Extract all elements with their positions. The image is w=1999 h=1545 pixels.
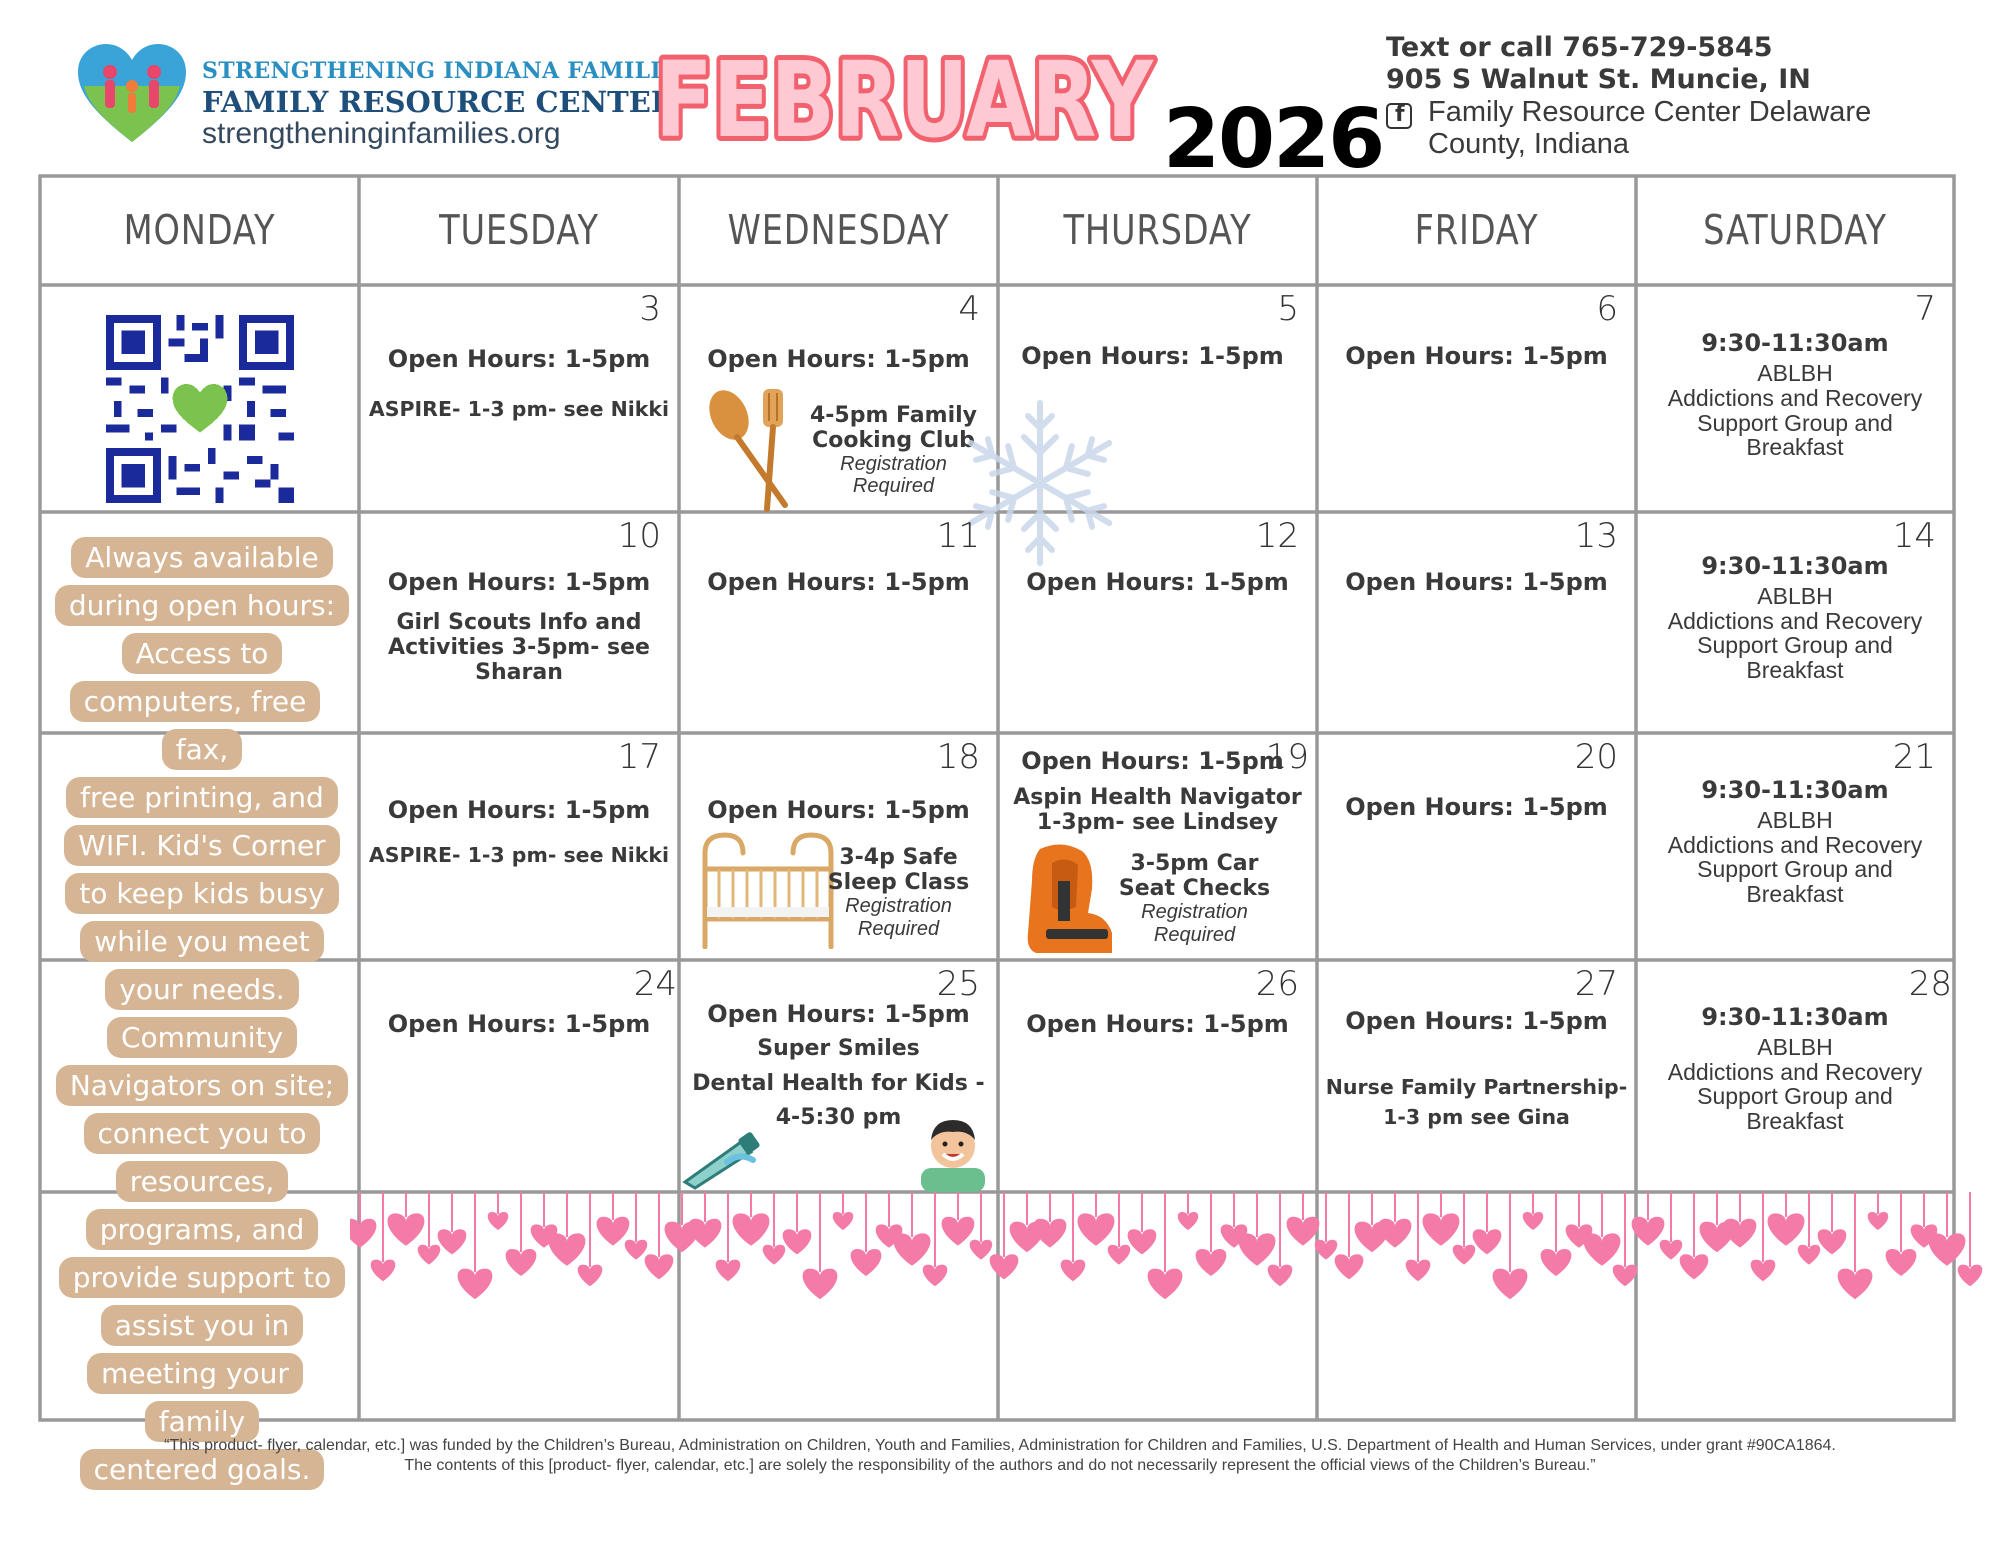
open-hours-label: Open Hours: 1-5pm [1345,1007,1608,1035]
day-cell-10: 10 Open Hours: 1-5pm Girl Scouts Info and Activities 3-5pm- see Sharan [359,512,679,733]
svg-text:FEBRUARY: FEBRUARY [655,39,1155,158]
day-cell-17: 17 Open Hours: 1-5pm ASPIRE- 1-3 pm- see Nikki [359,733,679,960]
day-cell-18: 18 Open Hours: 1-5pm 3-4p Safe Sleep Class Registration Required [679,733,998,960]
day-cell-21: 21 9:30-11:30am ABLBH Addictions and Recovery Support Group and Breakfast [1636,733,1954,960]
open-hours-label: Open Hours: 1-5pm [387,796,651,824]
day-cell-6: 6 Open Hours: 1-5pm [1317,285,1636,512]
open-hours-label: Open Hours: 1-5pm [707,796,970,824]
services-info-box: Always available during open hours: Access to computers, free fax, free printing, and WIFI. Kid's Corner to keep kids busy while you meet your needs. Community Navigators on site; connect you to resources, programs, and provide support to assist you in meeting your family centered goals. [52,534,352,1494]
funding-disclaimer: “This product- flyer, calendar, etc.] was funded by the Children’s Bureau, Administration on Children, Youth and Families, Administration for Children and Families, U.S. Department of Health and Human Services, under grant #90CA1864. The contents of this [product- flyer, calendar, etc.] are solely the responsibility of the authors and do not necessarily represent the official views of the Children’s Bureau.” [164,1437,1836,1474]
day-cell-7: 7 9:30-11:30am ABLBH Addictions and Recovery Support Group and Breakfast [1636,285,1954,512]
open-hours-label: Open Hours: 1-5pm [1345,793,1608,821]
org-name-line2: FAMILY RESOURCE CENTER [202,85,675,119]
event-label: ASPIRE- 1-3 pm- see Nikki [368,843,670,867]
open-hours-label: Open Hours: 1-5pm [1021,747,1284,775]
day-cell-13: 13 Open Hours: 1-5pm [1317,512,1636,733]
year-title: 2026 [1163,92,1384,187]
day-cell-4: 4 Open Hours: 1-5pm 4-5pm Family Cooking Club Registration Required [679,285,998,512]
registration-note: Required [857,918,940,940]
open-hours-label: Open Hours: 1-5pm [707,345,970,373]
day-cell-19: 19 Open Hours: 1-5pm Aspin Health Navigator 1-3pm- see Lindsey 3-5pm Car Seat Checks Registration Required [998,733,1317,960]
day-cell-14: 14 9:30-11:30am ABLBH Addictions and Recovery Support Group and Breakfast [1636,512,1954,733]
day-cell-11: 11 Open Hours: 1-5pm [679,512,998,733]
day-cell-12: 12 Open Hours: 1-5pm [998,512,1317,733]
open-hours-label: Open Hours: 1-5pm [387,1010,651,1038]
open-hours-label: Open Hours: 1-5pm [1026,568,1289,596]
registration-note: Registration [1141,901,1248,923]
day-cell-26: 26 Open Hours: 1-5pm [998,960,1317,1192]
day-header-tuesday: TUESDAY [439,206,599,254]
event-time: 9:30-11:30am [1701,329,1889,357]
facebook-icon: f [1386,103,1412,129]
registration-note: Required [1153,924,1236,946]
org-website[interactable]: strengtheninginfamilies.org [202,117,561,150]
day-header-wednesday: WEDNESDAY [727,206,950,254]
event-label: Cooking Club [812,428,975,453]
open-hours-label: Open Hours: 1-5pm [387,345,651,373]
open-hours-label: Open Hours: 1-5pm [1026,1010,1289,1038]
day-cell-24: 24 Open Hours: 1-5pm [359,960,679,1192]
registration-note: Registration [845,895,952,917]
day-cell-27: 27 Open Hours: 1-5pm Nurse Family Partnership- 1-3 pm see Gina [1317,960,1636,1192]
wooden-utensils-icon [707,385,799,515]
day-cell-5: 5 Open Hours: 1-5pm [998,285,1317,512]
hanging-hearts-icon [350,1192,1999,1322]
smiling-child-icon [911,1110,995,1192]
contact-phone: Text or call 765-729-5845 [1386,32,1773,63]
event-time: 9:30-11:30am [1701,552,1889,580]
event-label: 4-5pm Family [809,403,977,428]
facebook-page-label: Family Resource Center Delaware County, Indiana [1428,96,1872,160]
org-name-line1: STRENGTHENING INDIANA FAMILIES [202,58,695,84]
contact-address: 905 S Walnut St. Muncie, IN [1386,64,1811,95]
day-header-thursday: THURSDAY [1063,206,1252,254]
toothpaste-icon [679,1122,769,1192]
open-hours-label: Open Hours: 1-5pm [387,568,651,596]
open-hours-label: Open Hours: 1-5pm [707,1000,970,1028]
qr-code-icon[interactable] [104,315,296,503]
open-hours-label: Open Hours: 1-5pm [1021,342,1284,370]
registration-note: Required [852,475,935,497]
event-label: ASPIRE- 1-3 pm- see Nikki [368,397,670,421]
day-cell-20: 20 Open Hours: 1-5pm [1317,733,1636,960]
open-hours-label: Open Hours: 1-5pm [707,568,970,596]
registration-note: Registration [840,453,947,475]
day-cell-28: 28 9:30-11:30am ABLBH Addictions and Recovery Support Group and Breakfast [1636,960,1954,1192]
car-seat-icon [1022,841,1118,959]
open-hours-label: Open Hours: 1-5pm [1345,342,1608,370]
event-time: 9:30-11:30am [1701,1003,1889,1031]
day-cell-3: 3 Open Hours: 1-5pm ASPIRE- 1-3 pm- see Nikki [359,285,679,512]
event-time: 9:30-11:30am [1701,776,1889,804]
day-header-saturday: SATURDAY [1703,206,1887,254]
day-cell-25: 25 Open Hours: 1-5pm Super Smiles Dental Health for Kids - 4-5:30 pm [679,960,998,1192]
day-header-friday: FRIDAY [1414,206,1539,254]
open-hours-label: Open Hours: 1-5pm [1345,568,1608,596]
day-header-monday: MONDAY [123,206,276,254]
